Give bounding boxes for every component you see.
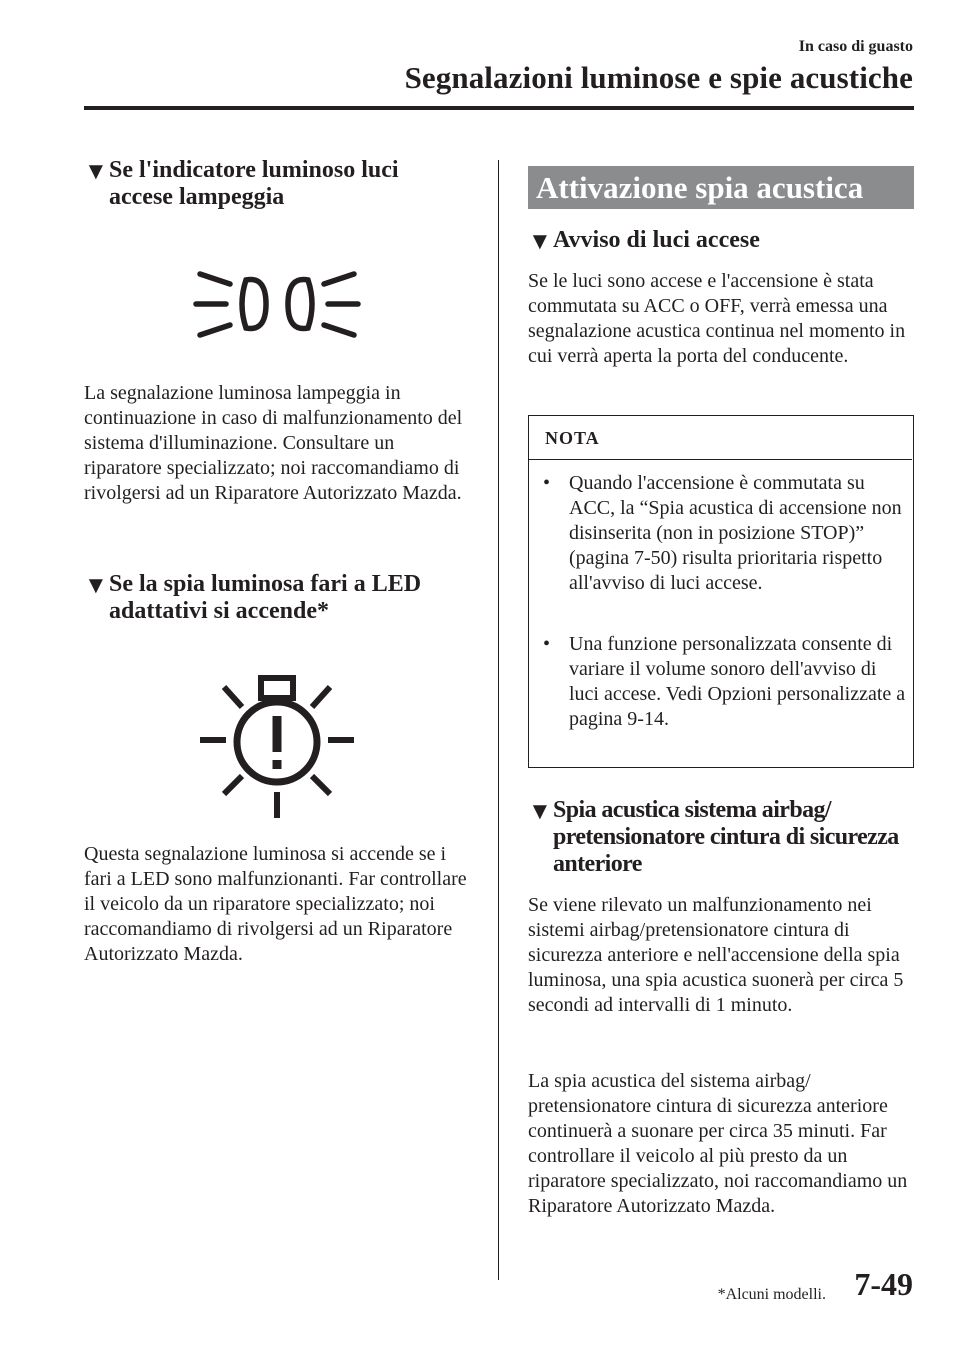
paragraph-luci-lampeggia: La segnalazione luminosa lampeggia in continuazione in caso di malfunzionamento del sistema d'illuminazione. Consultare un riparatore specializzato; noi raccomandiamo di rivolgersi ad un Riparatore Autorizzato Mazda. [84,382,463,504]
paragraph-airbag-2: La spia acustica del sistema airbag/ pretensionatore cintura di sicurezza anteriore continuerà a suonare per circa 35 minuti. Far controllare il veicolo al più presto da un riparatore specializzato, noi raccomandiamo un Riparatore Autorizzato Mazda. [528,1070,908,1217]
paragraph-airbag-1: Se viene rilevato un malfunzionamento nei sistemi airbag/pretensionatore cintura di sicurezza anteriore e nell'accensione della spia luminosa, una spia acustica suonerà per circa 5 secondi ad intervalli di 1 minuto. [528,894,904,1016]
chapter-title: In caso di guasto [798,38,913,55]
triangle-marker-icon: ▼ [84,573,108,599]
triangle-marker-icon: ▼ [528,799,552,825]
footnote: *Alcuni modelli. [717,1286,826,1303]
heading-luci-accese-lampeggia: ▼ Se l'indicatore luminoso luci accese lampeggia [84,157,399,210]
column-divider [498,160,499,1280]
header-rule [84,106,914,110]
bullet-icon: • [543,472,551,494]
note-label: NOTA [545,428,600,448]
triangle-marker-icon: ▼ [84,159,108,185]
note-item: Quando l'accensione è commutata su ACC, la “Spia acustica di accensione non disinserita (non in posizione STOP)” (pagina 7-50) risulta prioritaria rispetto all'avviso di luci accese. [569,472,902,594]
paragraph-fari-led: Questa segnalazione luminosa si accende se i fari a LED sono malfunzionanti. Far controllare il veicolo da un riparatore specializzato; noi raccomandiamo di rivolgersi ad un Riparatore Autorizzato Mazda. [84,843,467,965]
heading-fari-led-adattativi: ▼ Se la spia luminosa fari a LED adattativi si accende* [84,571,422,624]
heading-spia-airbag: ▼ Spia acustica sistema airbag/ pretensionatore cintura di sicurezza anteriore [528,797,899,877]
page-number: 7-49 [854,1266,913,1302]
section-title: Segnalazioni luminose e spie acustiche [404,60,913,95]
note-separator [529,459,912,460]
note-box [528,415,914,768]
note-item: Una funzione personalizzata consente di variare il volume sonoro dell'avviso di luci accese. Vedi Opzioni personalizzate a pagina 9-14. [569,633,906,730]
heading-avviso-luci-accese: ▼ Avviso di luci accese [528,227,760,255]
section-banner: Attivazione spia acustica [528,166,914,209]
triangle-marker-icon: ▼ [528,229,552,255]
paragraph-avviso-luci: Se le luci sono accese e l'accensione è stata commutata su ACC o OFF, verrà emessa una segnalazione acustica continua nel momento in cui verrà aperta la porta del conducente. [528,270,906,367]
headlight-indicator-icon [188,262,368,348]
bullet-icon: • [543,633,551,655]
adaptive-led-warning-icon [196,672,360,820]
